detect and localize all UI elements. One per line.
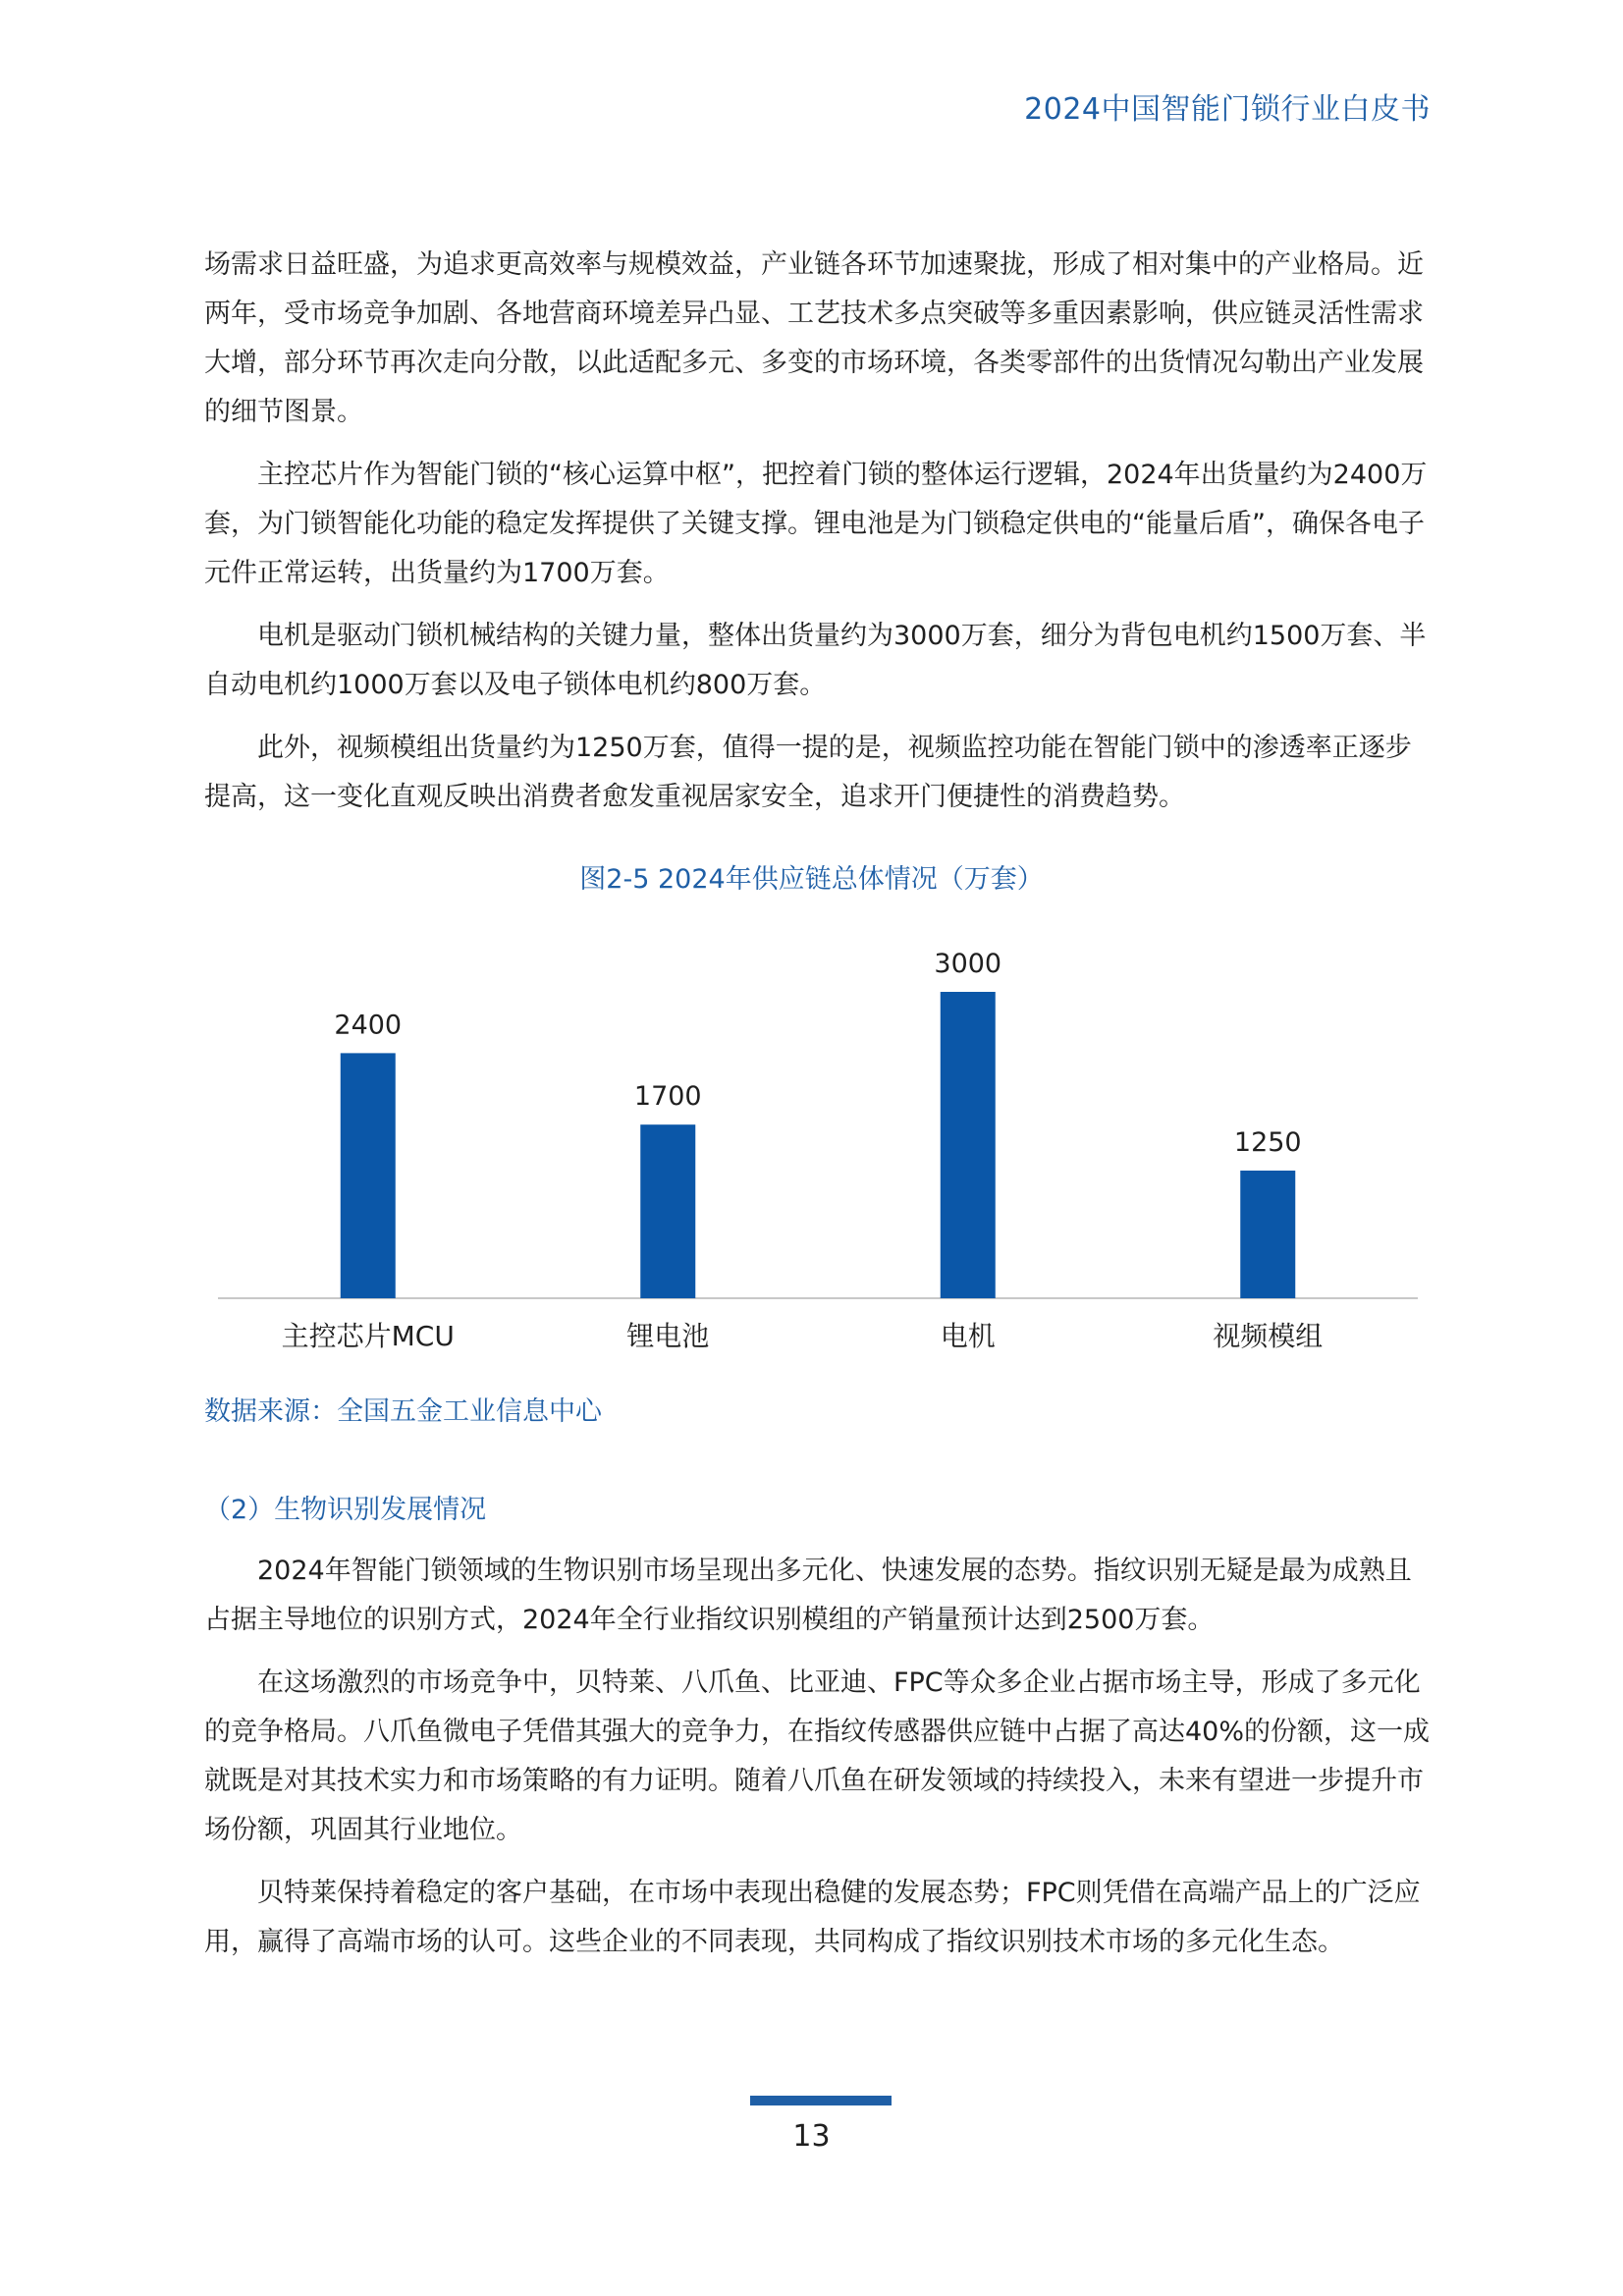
paragraph: 电机是驱动门锁机械结构的关键力量，整体出货量约为3000万套，细分为背包电机约1500万套、半自动电机约1000万套以及电子锁体电机约800万套。 xyxy=(204,621,1427,700)
bar xyxy=(1240,1171,1295,1298)
body-text-bottom xyxy=(204,1547,1432,1967)
document-title: 2024中国智能门锁行业白皮书 xyxy=(1024,92,1431,127)
paragraph: 2024年智能门锁领域的生物识别市场呈现出多元化、快速发展的态势。指纹识别无疑是最为成熟且占据主导地位的识别方式，2024年全行业指纹识别模组的产销量预计达到2500万套。 xyxy=(204,1556,1412,1635)
bar xyxy=(941,992,996,1298)
bar xyxy=(640,1124,695,1298)
body-text-top xyxy=(204,241,1432,822)
category-tick-label: 主控芯片MCU xyxy=(281,1320,455,1352)
bar xyxy=(341,1053,396,1298)
paragraph: 此外，视频模组出货量约为1250万套，值得一提的是，视频监控功能在智能门锁中的渗透率正逐步提高，这一变化直观反映出消费者愈发重视居家安全，追求开门便捷性的消费趋势。 xyxy=(204,733,1412,812)
category-tick-label: 锂电池 xyxy=(626,1320,710,1352)
data-label: 1700 xyxy=(633,1081,702,1113)
paragraph: 主控芯片作为智能门锁的“核心运算中枢”，把控着门锁的整体运行逻辑，2024年出货量约为2400万套，为门锁智能化功能的稳定发挥提供了关键支撑。锂电池是为门锁稳定供电的“能量后盾”，确保各电子元件正常运转，出货量约为1700万套。 xyxy=(204,460,1428,588)
paragraph: 在这场激烈的市场竞争中，贝特莱、八爪鱼、比亚迪、FPC等众多企业占据市场主导，形成了多元化的竞争格局。八爪鱼微电子凭借其强大的竞争力，在指纹传感器供应链中占据了高达40%的份额，这一成就既是对其技术实力和市场策略的有力证明。随着八爪鱼在研发领域的持续投入，未来有望进一步提升市场份额，巩固其行业地位。 xyxy=(204,1667,1431,1845)
data-label: 3000 xyxy=(934,949,1002,979)
paragraph: 贝特莱保持着稳定的客户基础，在市场中表现出稳健的发展态势；FPC则凭借在高端产品上的广泛应用，赢得了高端市场的认可。这些企业的不同表现，共同构成了指纹识别技术市场的多元化生态。 xyxy=(204,1878,1421,1957)
figure-source: 数据来源：全国五金工业信息中心 xyxy=(204,1396,602,1427)
paragraph: 场需求日益旺盛，为追求更高效率与规模效益，产业链各环节加速聚拢，形成了相对集中的产业格局。近两年，受市场竞争加剧、各地营商环境差异凸显、工艺技术多点突破等多重因素影响，供应链灵活性需求大增，部分环节再次走向分散，以此适配多元、多变的市场环境，各类零部件的出货情况勾勒出产业发展的细节图景。 xyxy=(204,249,1424,427)
category-tick-label: 视频模组 xyxy=(1213,1320,1324,1352)
section-heading: （2）生物识别发展情况 xyxy=(204,1495,487,1525)
bar-chart xyxy=(196,913,1434,1375)
page-number: 13 xyxy=(792,2119,831,2154)
data-label: 2400 xyxy=(334,1010,403,1041)
category-tick-label: 电机 xyxy=(940,1320,996,1352)
figure-caption: 图2-5 2024年供应链总体情况（万套） xyxy=(579,864,1044,895)
page-number-bar xyxy=(750,2096,892,2105)
data-label: 1250 xyxy=(1233,1127,1302,1158)
